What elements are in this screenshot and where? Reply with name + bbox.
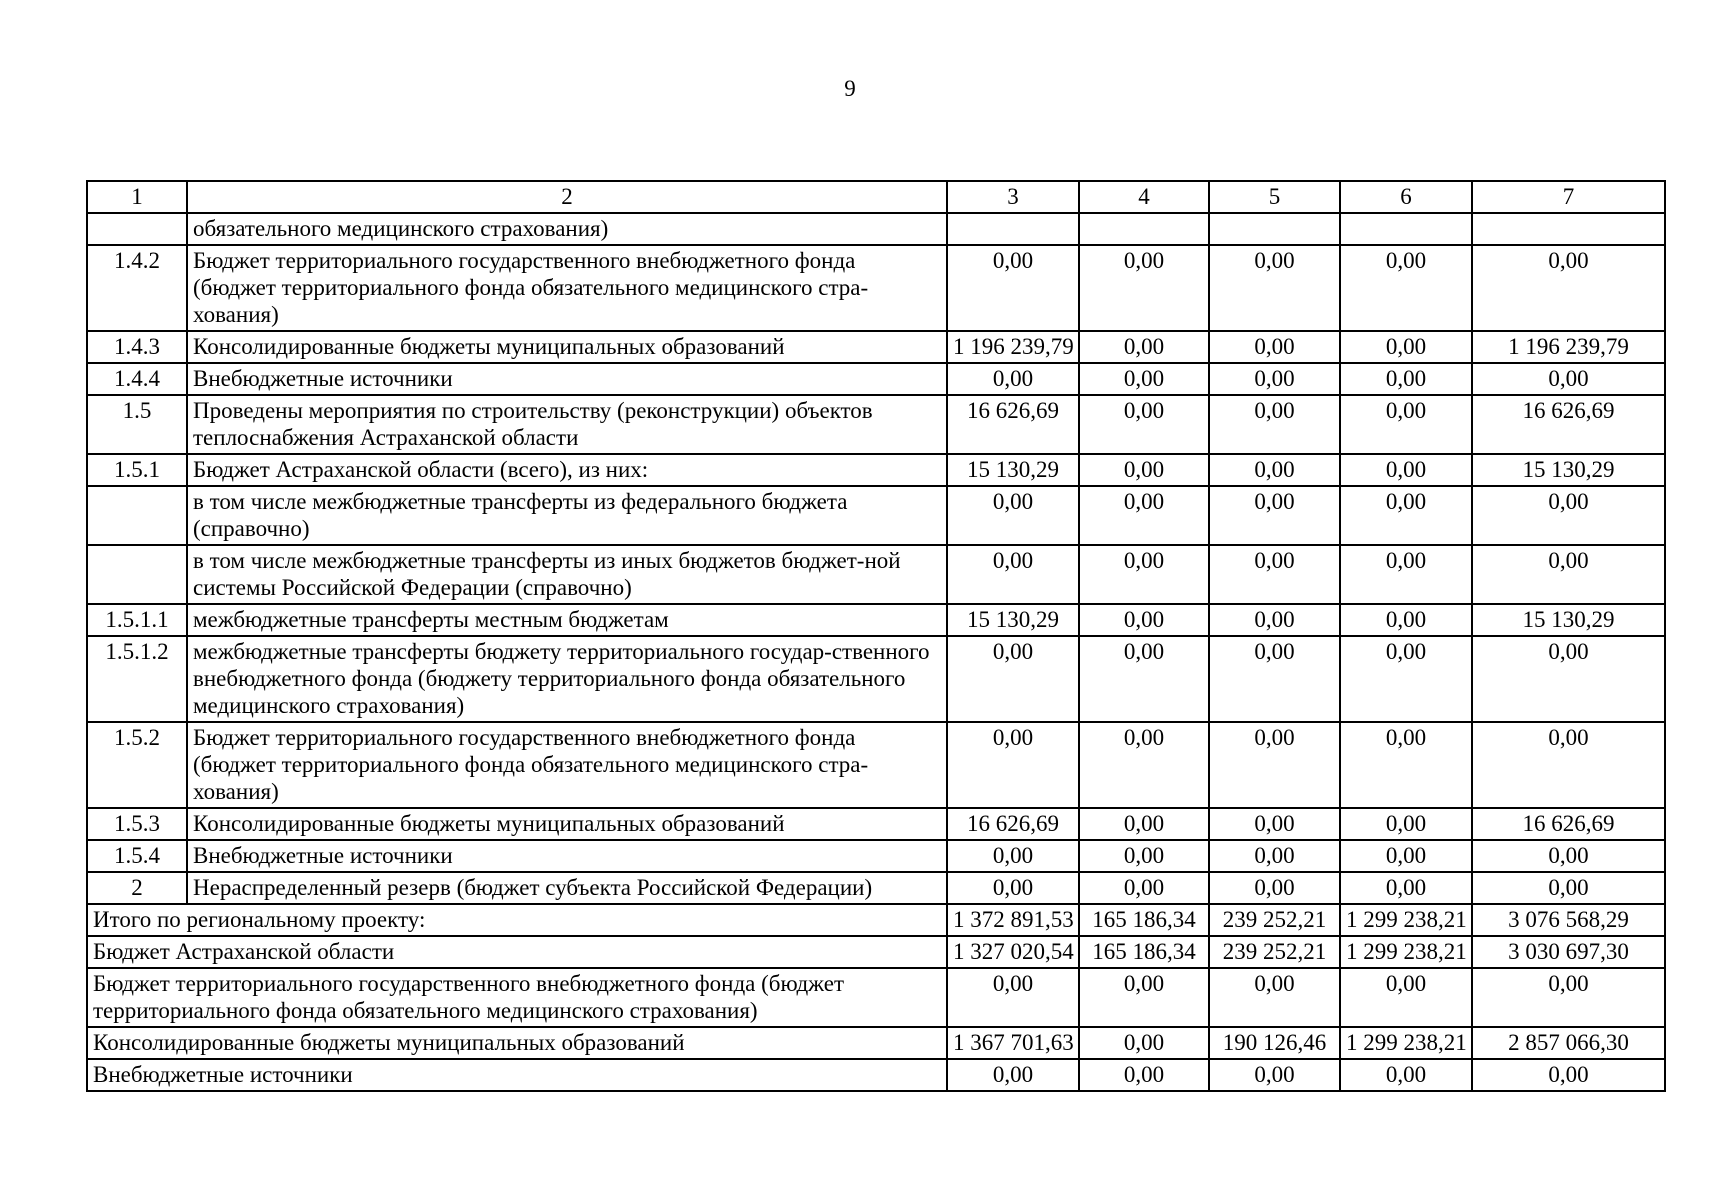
total-value: 0,00 bbox=[1079, 1027, 1209, 1059]
table-row bbox=[87, 808, 1665, 840]
row-name: Проведены мероприятия по строительству (реконструкции) объектов теплоснабжения Астраханской области bbox=[187, 395, 947, 454]
row-value: 0,00 bbox=[1079, 604, 1209, 636]
row-name: Консолидированные бюджеты муниципальных образований bbox=[187, 331, 947, 363]
total-value: 0,00 bbox=[1472, 968, 1665, 1027]
row-value: 0,00 bbox=[1340, 454, 1472, 486]
table-row bbox=[87, 454, 1665, 486]
row-value: 0,00 bbox=[1472, 636, 1665, 722]
row-value: 0,00 bbox=[1079, 245, 1209, 331]
row-code: 1.5.2 bbox=[87, 722, 187, 808]
row-value: 0,00 bbox=[1472, 245, 1665, 331]
row-value bbox=[1472, 213, 1665, 245]
total-value: 1 327 020,54 bbox=[947, 936, 1079, 968]
row-value: 0,00 bbox=[1079, 395, 1209, 454]
row-value: 1 196 239,79 bbox=[947, 331, 1079, 363]
header-cell: 5 bbox=[1209, 181, 1340, 213]
row-code bbox=[87, 486, 187, 545]
total-value: 1 299 238,21 bbox=[1340, 1027, 1472, 1059]
row-value: 0,00 bbox=[1340, 604, 1472, 636]
table-row bbox=[87, 604, 1665, 636]
row-name: Внебюджетные источники bbox=[187, 840, 947, 872]
table-body bbox=[87, 181, 1665, 1091]
total-value: 190 126,46 bbox=[1209, 1027, 1340, 1059]
row-value: 0,00 bbox=[1472, 872, 1665, 904]
row-value: 0,00 bbox=[1472, 363, 1665, 395]
total-value: 239 252,21 bbox=[1209, 936, 1340, 968]
table-row bbox=[87, 486, 1665, 545]
row-value: 16 626,69 bbox=[947, 808, 1079, 840]
total-value: 1 367 701,63 bbox=[947, 1027, 1079, 1059]
row-value: 0,00 bbox=[1079, 636, 1209, 722]
row-name: межбюджетные трансферты бюджету территориального государ-ственного внебюджетного фонда (бюджету территориального фонда обязательного медицинского страхования) bbox=[187, 636, 947, 722]
row-value: 15 130,29 bbox=[1472, 604, 1665, 636]
table-row bbox=[87, 331, 1665, 363]
total-row bbox=[87, 904, 1665, 936]
row-value: 0,00 bbox=[1340, 363, 1472, 395]
row-value: 0,00 bbox=[1209, 395, 1340, 454]
row-value: 0,00 bbox=[1079, 363, 1209, 395]
row-value: 1 196 239,79 bbox=[1472, 331, 1665, 363]
row-value: 0,00 bbox=[1209, 872, 1340, 904]
table-row bbox=[87, 545, 1665, 604]
row-name: Бюджет Астраханской области (всего), из них: bbox=[187, 454, 947, 486]
total-label: Бюджет Астраханской области bbox=[87, 936, 947, 968]
total-label: Консолидированные бюджеты муниципальных образований bbox=[87, 1027, 947, 1059]
row-value: 0,00 bbox=[1209, 331, 1340, 363]
row-value: 0,00 bbox=[1079, 840, 1209, 872]
total-value: 0,00 bbox=[1340, 968, 1472, 1027]
row-code bbox=[87, 545, 187, 604]
row-value: 0,00 bbox=[1209, 722, 1340, 808]
row-value: 0,00 bbox=[1340, 872, 1472, 904]
total-value: 1 299 238,21 bbox=[1340, 936, 1472, 968]
row-name: обязательного медицинского страхования) bbox=[187, 213, 947, 245]
row-value: 0,00 bbox=[1079, 486, 1209, 545]
row-value: 0,00 bbox=[1340, 395, 1472, 454]
row-name: Бюджет территориального государственного внебюджетного фонда (бюджет территориального фонда обязательного медицинского стра-хования) bbox=[187, 245, 947, 331]
total-value: 0,00 bbox=[947, 1059, 1079, 1091]
header-cell: 6 bbox=[1340, 181, 1472, 213]
row-value: 0,00 bbox=[1209, 486, 1340, 545]
row-value bbox=[1079, 213, 1209, 245]
row-value: 0,00 bbox=[1472, 486, 1665, 545]
row-value: 15 130,29 bbox=[1472, 454, 1665, 486]
row-value: 0,00 bbox=[1340, 808, 1472, 840]
row-code: 2 bbox=[87, 872, 187, 904]
budget-table bbox=[86, 180, 1666, 1092]
row-value: 0,00 bbox=[1209, 604, 1340, 636]
header-row bbox=[87, 181, 1665, 213]
row-value: 0,00 bbox=[947, 363, 1079, 395]
row-code: 1.5.1 bbox=[87, 454, 187, 486]
total-value: 3 076 568,29 bbox=[1472, 904, 1665, 936]
row-value: 0,00 bbox=[1079, 808, 1209, 840]
row-name: Консолидированные бюджеты муниципальных образований bbox=[187, 808, 947, 840]
row-value: 0,00 bbox=[1340, 636, 1472, 722]
row-value: 0,00 bbox=[1209, 808, 1340, 840]
row-value: 0,00 bbox=[1340, 545, 1472, 604]
row-value: 0,00 bbox=[947, 486, 1079, 545]
row-code bbox=[87, 213, 187, 245]
row-name: в том числе межбюджетные трансферты из иных бюджетов бюджет-ной системы Российской Федерации (справочно) bbox=[187, 545, 947, 604]
row-value: 0,00 bbox=[947, 722, 1079, 808]
row-value: 0,00 bbox=[1079, 722, 1209, 808]
row-value: 16 626,69 bbox=[947, 395, 1079, 454]
row-value: 0,00 bbox=[1079, 545, 1209, 604]
table-row bbox=[87, 363, 1665, 395]
table-row bbox=[87, 245, 1665, 331]
row-code: 1.4.4 bbox=[87, 363, 187, 395]
table-row bbox=[87, 872, 1665, 904]
row-value: 0,00 bbox=[1340, 331, 1472, 363]
row-value bbox=[1209, 213, 1340, 245]
row-value bbox=[1340, 213, 1472, 245]
total-value: 0,00 bbox=[1472, 1059, 1665, 1091]
total-value: 0,00 bbox=[947, 968, 1079, 1027]
row-value: 0,00 bbox=[947, 872, 1079, 904]
total-value: 3 030 697,30 bbox=[1472, 936, 1665, 968]
total-value: 1 372 891,53 bbox=[947, 904, 1079, 936]
row-name: Нераспределенный резерв (бюджет субъекта Российской Федерации) bbox=[187, 872, 947, 904]
row-value: 0,00 bbox=[1340, 486, 1472, 545]
total-value: 0,00 bbox=[1209, 1059, 1340, 1091]
total-value: 239 252,21 bbox=[1209, 904, 1340, 936]
page-number: 9 bbox=[844, 76, 856, 101]
row-code: 1.5 bbox=[87, 395, 187, 454]
row-code: 1.5.1.1 bbox=[87, 604, 187, 636]
row-value: 0,00 bbox=[947, 245, 1079, 331]
total-label: Бюджет территориального государственного внебюджетного фонда (бюджет территориального фонда обязательного медицинского страхования) bbox=[87, 968, 947, 1027]
row-value bbox=[947, 213, 1079, 245]
total-row bbox=[87, 1027, 1665, 1059]
row-value: 0,00 bbox=[1209, 545, 1340, 604]
row-name: Внебюджетные источники bbox=[187, 363, 947, 395]
row-value: 0,00 bbox=[1472, 545, 1665, 604]
row-code: 1.4.3 bbox=[87, 331, 187, 363]
row-value: 0,00 bbox=[1472, 722, 1665, 808]
table-row bbox=[87, 636, 1665, 722]
row-code: 1.5.3 bbox=[87, 808, 187, 840]
row-value: 0,00 bbox=[1472, 840, 1665, 872]
row-value: 0,00 bbox=[947, 840, 1079, 872]
row-value: 0,00 bbox=[1340, 840, 1472, 872]
table-row bbox=[87, 840, 1665, 872]
row-value: 16 626,69 bbox=[1472, 395, 1665, 454]
header-cell: 1 bbox=[87, 181, 187, 213]
row-value: 0,00 bbox=[1079, 872, 1209, 904]
row-name: в том числе межбюджетные трансферты из федерального бюджета (справочно) bbox=[187, 486, 947, 545]
header-cell: 4 bbox=[1079, 181, 1209, 213]
row-value: 15 130,29 bbox=[947, 604, 1079, 636]
row-code: 1.5.1.2 bbox=[87, 636, 187, 722]
row-value: 16 626,69 bbox=[1472, 808, 1665, 840]
total-value: 0,00 bbox=[1340, 1059, 1472, 1091]
row-value: 0,00 bbox=[1209, 245, 1340, 331]
row-code: 1.4.2 bbox=[87, 245, 187, 331]
row-value: 0,00 bbox=[947, 636, 1079, 722]
total-row bbox=[87, 1059, 1665, 1091]
total-value: 1 299 238,21 bbox=[1340, 904, 1472, 936]
total-value: 0,00 bbox=[1079, 1059, 1209, 1091]
row-value: 0,00 bbox=[1079, 454, 1209, 486]
row-value: 0,00 bbox=[1340, 245, 1472, 331]
row-value: 0,00 bbox=[1209, 363, 1340, 395]
total-value: 165 186,34 bbox=[1079, 936, 1209, 968]
row-value: 15 130,29 bbox=[947, 454, 1079, 486]
row-name: Бюджет территориального государственного внебюджетного фонда (бюджет территориального фонда обязательного медицинского стра-хования) bbox=[187, 722, 947, 808]
row-code: 1.5.4 bbox=[87, 840, 187, 872]
header-cell: 7 bbox=[1472, 181, 1665, 213]
total-row bbox=[87, 968, 1665, 1027]
row-value: 0,00 bbox=[1209, 636, 1340, 722]
total-value: 0,00 bbox=[1079, 968, 1209, 1027]
total-value: 165 186,34 bbox=[1079, 904, 1209, 936]
total-value: 2 857 066,30 bbox=[1472, 1027, 1665, 1059]
table-row bbox=[87, 395, 1665, 454]
total-label: Итого по региональному проекту: bbox=[87, 904, 947, 936]
row-value: 0,00 bbox=[1209, 840, 1340, 872]
row-name: межбюджетные трансферты местным бюджетам bbox=[187, 604, 947, 636]
header-cell: 2 bbox=[187, 181, 947, 213]
table-row bbox=[87, 213, 1665, 245]
row-value: 0,00 bbox=[1209, 454, 1340, 486]
header-cell: 3 bbox=[947, 181, 1079, 213]
table-row bbox=[87, 722, 1665, 808]
row-value: 0,00 bbox=[1340, 722, 1472, 808]
total-label: Внебюджетные источники bbox=[87, 1059, 947, 1091]
total-value: 0,00 bbox=[1209, 968, 1340, 1027]
row-value: 0,00 bbox=[947, 545, 1079, 604]
row-value: 0,00 bbox=[1079, 331, 1209, 363]
total-row bbox=[87, 936, 1665, 968]
